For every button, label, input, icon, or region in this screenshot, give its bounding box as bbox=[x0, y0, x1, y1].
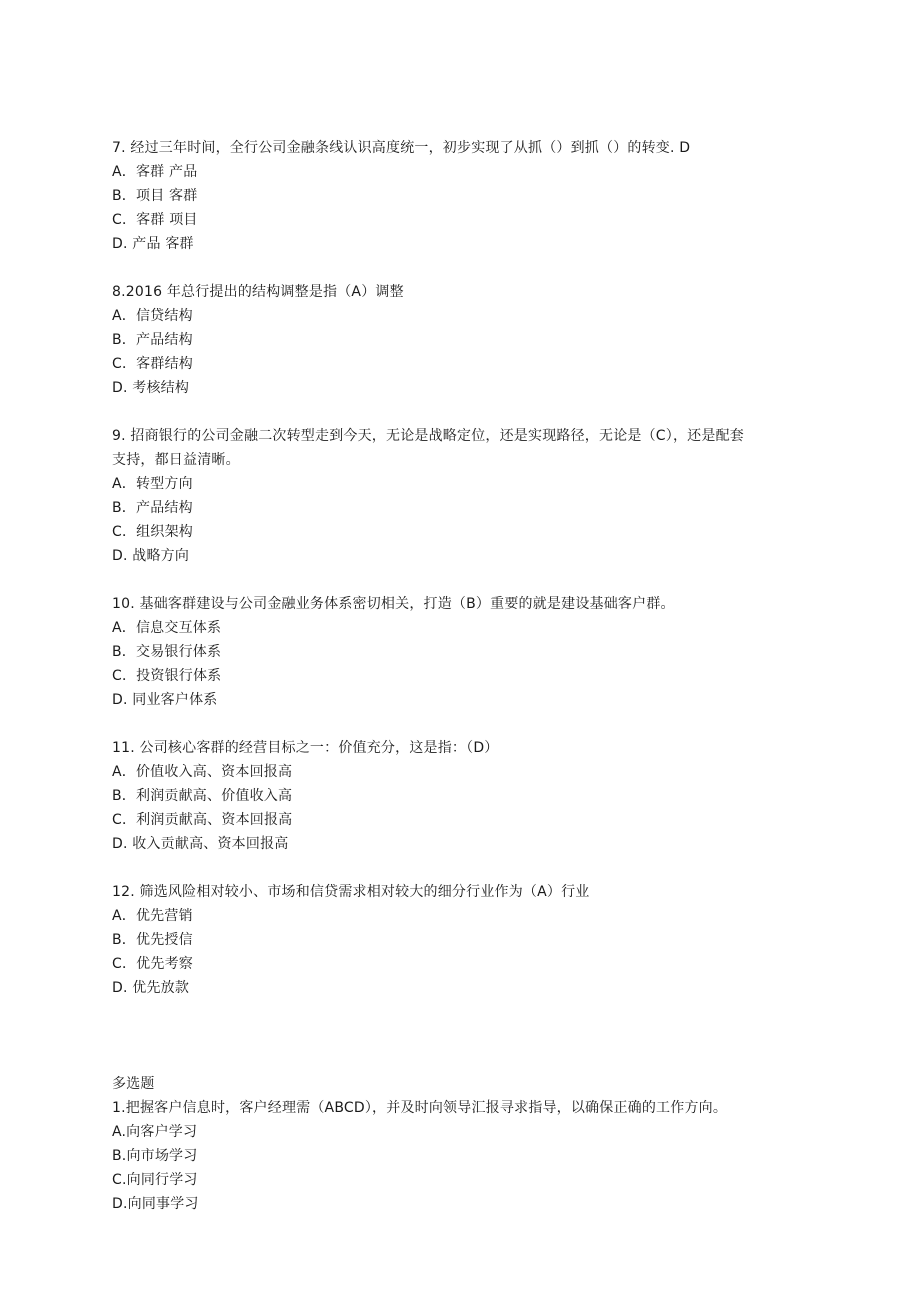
option-b: B.向市场学习 bbox=[112, 1148, 198, 1164]
section-heading: 多选题 bbox=[112, 1076, 155, 1092]
question-8 bbox=[112, 280, 842, 400]
question-12 bbox=[112, 880, 842, 1000]
question-stem: 8.2016 年总行提出的结构调整是指（A）调整 bbox=[112, 284, 404, 300]
spacer bbox=[112, 712, 842, 736]
question-7 bbox=[112, 136, 842, 256]
question-stem: 10. 基础客群建设与公司金融业务体系密切相关，打造（B）重要的就是建设基础客户群。 bbox=[112, 596, 675, 612]
option-d: D.向同事学习 bbox=[112, 1196, 199, 1212]
option-b: B．交易银行体系 bbox=[112, 644, 222, 660]
question-stem: 12. 筛选风险相对较小、市场和信贷需求相对较大的细分行业作为（A）行业 bbox=[112, 884, 590, 900]
option-b: B．产品结构 bbox=[112, 500, 193, 516]
spacer bbox=[112, 1000, 842, 1072]
option-c: C.向同行学习 bbox=[112, 1172, 198, 1188]
spacer bbox=[112, 256, 842, 280]
option-a: A．价值收入高、资本回报高 bbox=[112, 764, 293, 780]
question-stem-continued: 支持，都日益清晰。 bbox=[112, 452, 240, 468]
option-a: A．转型方向 bbox=[112, 476, 193, 492]
spacer bbox=[112, 400, 842, 424]
option-c: C．利润贡献高、资本回报高 bbox=[112, 812, 293, 828]
option-c: C．组织架构 bbox=[112, 524, 193, 540]
option-b: B．利润贡献高、价值收入高 bbox=[112, 788, 293, 804]
option-c: C．投资银行体系 bbox=[112, 668, 222, 684]
option-c: C．客群 项目 bbox=[112, 212, 198, 228]
option-a: A.向客户学习 bbox=[112, 1124, 198, 1140]
question-9 bbox=[112, 424, 842, 568]
option-d: D. 产品 客群 bbox=[112, 236, 194, 252]
option-a: A．客群 产品 bbox=[112, 164, 198, 180]
multi-question-1 bbox=[112, 1096, 842, 1216]
option-b: B．项目 客群 bbox=[112, 188, 198, 204]
option-a: A．优先营销 bbox=[112, 908, 193, 924]
question-stem: 1.把握客户信息时，客户经理需（ABCD），并及时向领导汇报寻求指导，以确保正确的工作方向。 bbox=[112, 1100, 728, 1116]
option-c: C．优先考察 bbox=[112, 956, 193, 972]
question-stem: 11. 公司核心客群的经营目标之一：价值充分，这是指：（D） bbox=[112, 740, 499, 756]
option-a: A．信息交互体系 bbox=[112, 620, 222, 636]
option-b: B．产品结构 bbox=[112, 332, 193, 348]
option-c: C．客群结构 bbox=[112, 356, 193, 372]
question-10 bbox=[112, 592, 842, 712]
question-stem: 7. 经过三年时间，全行公司金融条线认识高度统一，初步实现了从抓（）到抓（）的转变. D bbox=[112, 140, 691, 156]
option-d: D. 考核结构 bbox=[112, 380, 190, 396]
spacer bbox=[112, 856, 842, 880]
option-d: D. 收入贡献高、资本回报高 bbox=[112, 836, 289, 852]
spacer bbox=[112, 568, 842, 592]
option-b: B．优先授信 bbox=[112, 932, 193, 948]
question-stem: 9. 招商银行的公司金融二次转型走到今天，无论是战略定位，还是实现路径，无论是（C），还是配套 bbox=[112, 428, 744, 444]
question-11 bbox=[112, 736, 842, 856]
option-d: D. 优先放款 bbox=[112, 980, 190, 996]
option-d: D. 同业客户体系 bbox=[112, 692, 218, 708]
multi-choice-section bbox=[112, 1072, 842, 1216]
option-a: A．信贷结构 bbox=[112, 308, 193, 324]
option-d: D. 战略方向 bbox=[112, 548, 190, 564]
document-page bbox=[112, 136, 842, 1216]
